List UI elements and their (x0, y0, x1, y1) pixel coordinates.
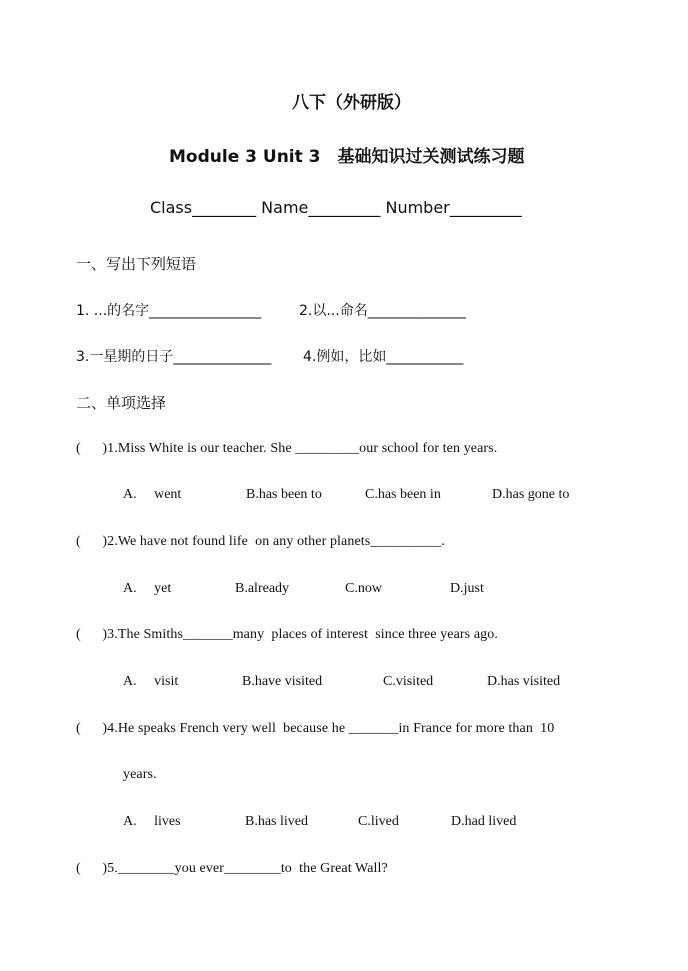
question-4-option-d: D.had lived (451, 814, 517, 829)
phrase-item-4: 4.例如，比如___________ (303, 349, 464, 365)
question-1-stem: ( )1.Miss White is our teacher. She _________our school for ten years. (76, 441, 498, 456)
question-4-option-c: C.lived (358, 814, 399, 829)
question-3-stem: ( )3.The Smiths_______many places of interest since three years ago. (76, 627, 498, 642)
phrase-item-3: 3.一星期的日子______________ (76, 349, 272, 365)
question-1-option-b: B.has been to (246, 487, 322, 502)
question-3-option-b: B.have visited (242, 674, 323, 689)
question-2-stem: ( )2.We have not found life on any other planets__________. (76, 534, 445, 549)
question-4-stem-continued: years. (123, 767, 157, 782)
section2-heading: 二、单项选择 (76, 394, 167, 412)
question-2-option-c: C.now (345, 581, 382, 596)
doc-title: 八下（外研版） (292, 93, 411, 113)
question-4-option-a: A. lives (123, 814, 181, 829)
question-1-option-d: D.has gone to (492, 487, 570, 502)
question-4-option-b: B.has lived (245, 814, 308, 829)
question-1-option-c: C.has been in (365, 487, 441, 502)
question-2-option-b: B.already (235, 581, 290, 596)
phrase-item-1: 1. ...的名字________________ (76, 303, 262, 319)
question-2-option-d: D.just (450, 581, 484, 596)
question-3-option-c: C.visited (383, 674, 434, 689)
question-4-stem: ( )4.He speaks French very well because he _______in France for more than 10 (76, 721, 555, 736)
student-info-line: Class________ Name_________ Number_________ (150, 198, 522, 217)
question-5-stem: ( )5.________you ever________to the Great Wall? (76, 861, 388, 876)
question-1-option-a: A. went (123, 487, 182, 502)
question-3-option-d: D.has visited (487, 674, 561, 689)
phrase-item-2: 2.以...命名______________ (299, 303, 466, 319)
section1-heading: 一、写出下列短语 (76, 255, 197, 273)
doc-subtitle: Module 3 Unit 3 基础知识过关测试练习题 (169, 147, 525, 167)
question-2-option-a: A. yet (123, 581, 172, 596)
question-3-option-a: A. visit (123, 674, 179, 689)
